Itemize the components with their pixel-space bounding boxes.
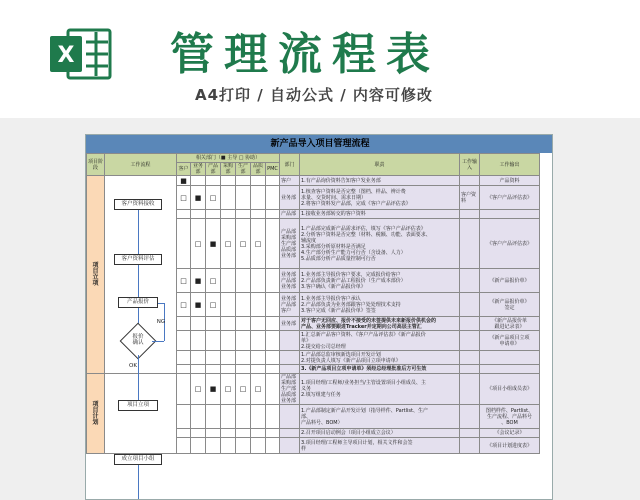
dept-cell — [280, 331, 300, 351]
role-mark-cell: □ — [236, 219, 251, 269]
role-mark-cell — [266, 365, 280, 374]
role-mark-cell — [236, 405, 251, 429]
role-mark-cell — [266, 176, 280, 186]
role-mark-cell: □ — [206, 186, 221, 210]
role-mark-cell — [191, 365, 206, 374]
role-mark-cell — [236, 317, 251, 331]
banner — [0, 0, 640, 120]
flow-ng-label: NG — [156, 319, 166, 325]
role-mark-cell — [177, 331, 191, 351]
role-mark-cell — [191, 429, 206, 438]
output-cell: 《项目小组成员表》 — [480, 374, 540, 405]
flow-decision-label: 报价 确认 — [132, 334, 144, 346]
input-cell — [460, 331, 480, 351]
role-mark-cell — [221, 176, 236, 186]
role-mark-cell — [206, 210, 221, 219]
role-mark-cell — [177, 365, 191, 374]
input-cell — [460, 176, 480, 186]
role-mark-cell — [191, 331, 206, 351]
duty-cell: 2.召开项目启动例会（项目小组成立会议） — [300, 429, 460, 438]
flow-step-initiate: 项目立项 — [118, 400, 158, 411]
flow-ok-label: OK — [129, 363, 137, 369]
role-mark-cell — [177, 438, 191, 454]
role-mark-cell — [206, 429, 221, 438]
role-mark-cell — [236, 210, 251, 219]
duty-cell: 1.产品部总监审核新选项目开发计划 2.对提负责人填写《新产品项目立项申请单》 — [300, 351, 460, 365]
role-mark-cell — [177, 210, 191, 219]
role-mark-cell — [206, 365, 221, 374]
role-mark-cell — [177, 317, 191, 331]
role-mark-cell: □ — [177, 186, 191, 210]
role-mark-cell — [266, 293, 280, 317]
role-mark-cell: □ — [221, 219, 236, 269]
role-mark-cell — [236, 438, 251, 454]
role-mark-cell: □ — [191, 219, 206, 269]
input-cell — [460, 438, 480, 454]
role-mark-cell — [206, 317, 221, 331]
role-mark-cell — [206, 176, 221, 186]
sheet-title: 新产品导入项目管理流程 — [86, 135, 553, 153]
role-mark-cell — [191, 405, 206, 429]
role-mark-cell — [266, 186, 280, 210]
input-cell — [460, 293, 480, 317]
role-mark-cell — [251, 438, 266, 454]
output-cell: 《客户产品评估表》 — [480, 219, 540, 269]
duty-cell: 3.《新产品项目立项申请单》须经总经理批准后方可生效 — [300, 365, 460, 374]
role-mark-cell: □ — [177, 269, 191, 293]
role-mark-cell: ■ — [206, 219, 221, 269]
role-mark-cell — [177, 351, 191, 365]
role-mark-cell — [177, 405, 191, 429]
role-mark-cell — [206, 351, 221, 365]
role-mark-cell: □ — [236, 374, 251, 405]
role-mark-cell — [221, 365, 236, 374]
output-cell — [480, 365, 540, 374]
flow-arrow — [138, 265, 139, 297]
page-subtitle: A4打印 / 自动公式 / 内容可修改 — [195, 86, 433, 104]
role-mark-cell — [221, 269, 236, 293]
role-mark-cell — [251, 317, 266, 331]
role-mark-cell — [177, 219, 191, 269]
input-cell — [460, 429, 480, 438]
role-mark-cell: □ — [191, 374, 206, 405]
role-mark-cell — [206, 438, 221, 454]
role-mark-cell: □ — [177, 293, 191, 317]
input-cell — [460, 219, 480, 269]
role-mark-cell — [266, 331, 280, 351]
duty-cell: 3.项目经理/工程师主导项目计划，相关文件和会签 样 — [300, 438, 460, 454]
dept-cell: 业务部 — [280, 186, 300, 210]
flow-step-evaluate: 客户资料评估 — [114, 254, 162, 265]
flow-arrow — [138, 465, 139, 500]
role-mark-cell — [236, 293, 251, 317]
flow-step-receive: 客户资料接收 — [114, 199, 162, 210]
header-sub: 品质部 — [251, 163, 266, 176]
role-mark-cell: ■ — [206, 374, 221, 405]
dept-cell: 产品部 采购部 生产部 品质部 业务部 — [280, 219, 300, 269]
header-output: 工作输出 — [480, 154, 540, 176]
dept-cell: 业务部 产品部 客户 — [280, 293, 300, 317]
output-cell: 《新产品报价单》 签定 — [480, 293, 540, 317]
role-mark-cell — [206, 405, 221, 429]
dept-cell — [280, 405, 300, 429]
output-cell: 《会议记录》 — [480, 429, 540, 438]
duty-cell: 1.业务部主导报价客户要求，完成报价给客户 2.产品部负责新产品工程报价（生产成本部价） 3.客户确认《新产品报价单》 — [300, 269, 460, 293]
role-mark-cell: □ — [251, 374, 266, 405]
role-mark-cell — [221, 429, 236, 438]
role-mark-cell — [177, 429, 191, 438]
role-mark-cell — [191, 317, 206, 331]
dept-cell: 业务部 — [280, 317, 300, 331]
stage-cell: 项 目 计 划 — [87, 374, 105, 454]
input-cell — [460, 405, 480, 429]
role-mark-cell — [177, 374, 191, 405]
role-mark-cell — [191, 438, 206, 454]
excel-logo-icon — [50, 28, 112, 80]
role-mark-cell — [251, 405, 266, 429]
output-cell: 《新产品报价单》 — [480, 269, 540, 293]
header-sub: 生产部 — [236, 163, 251, 176]
role-mark-cell: ■ — [191, 186, 206, 210]
output-cell: 《新产品报价单 跟进记录表》 — [480, 317, 540, 331]
dept-cell — [280, 429, 300, 438]
dept-cell — [280, 438, 300, 454]
stage-cell: 项 目 立 项 — [87, 176, 105, 374]
svg-text:X: X — [57, 43, 75, 68]
spreadsheet-preview — [85, 134, 553, 500]
role-mark-cell — [221, 293, 236, 317]
role-mark-cell: ■ — [191, 269, 206, 293]
role-mark-cell — [251, 351, 266, 365]
role-mark-cell — [221, 438, 236, 454]
role-mark-cell — [266, 269, 280, 293]
role-mark-cell: ■ — [177, 176, 191, 186]
header-input: 工作输入 — [460, 154, 480, 176]
output-cell: 图档样件、Partlist、 生产流程、产品料号 、BOM — [480, 405, 540, 429]
header-related: 相关部门（■ 主导 □ 协助） — [177, 154, 280, 163]
dept-cell: 产品部 采购部 生产部 品质部 业务部 — [280, 374, 300, 405]
input-cell — [460, 210, 480, 219]
role-mark-cell — [236, 186, 251, 210]
role-mark-cell — [251, 293, 266, 317]
duty-cell: 对于客户无回应、报价不接受的未签提供未来新报价供机会的 产品、业务部要跟进Tracker并定期向公司高层主管汇 — [300, 317, 460, 331]
role-mark-cell: □ — [221, 374, 236, 405]
role-mark-cell — [191, 176, 206, 186]
header-flow: 工作流程 — [105, 154, 177, 176]
flow-arrow — [158, 303, 164, 304]
role-mark-cell — [266, 219, 280, 269]
role-mark-cell — [236, 176, 251, 186]
duty-cell: 1.项目经理/工程师/业务担当/主管设置项目小组成员、主 义务 2.填写组建与任务 — [300, 374, 460, 405]
role-mark-cell — [191, 210, 206, 219]
role-mark-cell — [236, 351, 251, 365]
flow-arrow — [138, 210, 139, 254]
duty-cell: 1.汇总新产品客户资料、《客户产品评估表》《新产品报价 单》 2.提交给公司总经理 — [300, 331, 460, 351]
output-cell — [480, 210, 540, 219]
flowchart — [104, 177, 176, 500]
input-cell — [460, 365, 480, 374]
role-mark-cell — [251, 269, 266, 293]
duty-cell: 1.接收业务部转交的客户资料 — [300, 210, 460, 219]
header-sub: 客户 — [177, 163, 191, 176]
role-mark-cell — [266, 438, 280, 454]
role-mark-cell — [266, 317, 280, 331]
header-dept: 部门 — [280, 154, 300, 176]
role-mark-cell: □ — [206, 269, 221, 293]
duty-cell: 1.产品部制定新产品开发计划（指导样件、Partlist、生产 部、 产品料号、BOM） — [300, 405, 460, 429]
input-cell — [460, 374, 480, 405]
role-mark-cell: □ — [206, 293, 221, 317]
role-mark-cell — [251, 365, 266, 374]
header-sub: 采购部 — [221, 163, 236, 176]
page-title: 管理流程表 — [170, 29, 440, 80]
flow-step-quote: 产品报价 — [118, 297, 158, 308]
role-mark-cell — [221, 351, 236, 365]
input-cell — [460, 269, 480, 293]
duty-cell: 1.核查客户资料是否完整（图档、样品、辨计费 求量、交货时间、需求日期） 2.将客户资料发产品部，完成《客户产品评估表》 — [300, 186, 460, 210]
role-mark-cell — [191, 351, 206, 365]
role-mark-cell — [221, 331, 236, 351]
role-mark-cell — [236, 269, 251, 293]
output-cell: 《项目计划进度表》 — [480, 438, 540, 454]
output-cell: 《客户产品评估表》 — [480, 186, 540, 210]
dept-cell: 产品部 — [280, 210, 300, 219]
output-cell: 产品资料 — [480, 176, 540, 186]
duty-cell: 1.有产品询价资料告知客户发业务部 — [300, 176, 460, 186]
role-mark-cell — [206, 331, 221, 351]
role-mark-cell — [251, 331, 266, 351]
role-mark-cell — [221, 317, 236, 331]
header-sub: PMC — [266, 163, 280, 176]
role-mark-cell — [221, 186, 236, 210]
role-mark-cell — [221, 405, 236, 429]
role-mark-cell — [266, 351, 280, 365]
dept-cell — [280, 365, 300, 374]
role-mark-cell — [266, 374, 280, 405]
dept-cell: 客户 — [280, 176, 300, 186]
dept-cell — [280, 351, 300, 365]
role-mark-cell — [251, 186, 266, 210]
flow-arrow — [138, 355, 139, 400]
input-cell: 客户资料 — [460, 186, 480, 210]
role-mark-cell: □ — [251, 219, 266, 269]
role-mark-cell — [251, 210, 266, 219]
dept-cell: 业务部 产品部 业务部 — [280, 269, 300, 293]
role-mark-cell — [236, 331, 251, 351]
flow-arrow — [152, 341, 164, 342]
header-sub: 产品部 — [206, 163, 221, 176]
input-cell — [460, 351, 480, 365]
role-mark-cell — [236, 365, 251, 374]
role-mark-cell — [266, 210, 280, 219]
duty-cell: 1.业务部主导报价客户承认 2.产品部负责为业务部跟客户处处理技术支持 3.客户完成《新产品报价单》签签 — [300, 293, 460, 317]
header-duty: 职责 — [300, 154, 460, 176]
role-mark-cell — [266, 429, 280, 438]
output-cell — [480, 351, 540, 365]
input-cell — [460, 317, 480, 331]
role-mark-cell: ■ — [191, 293, 206, 317]
role-mark-cell — [251, 176, 266, 186]
duty-cell: 1.产品部完成新产品需求评估，填写《客户产品评估表》 2.分析客户资料是否完整（材料、税额、功能、表面要求、 辅流度 3.采购部分析原材料是否满足 4.生产部分析生产能力可行否（含设备、人力） 5.品质部分析产品质量控制可行否 — [300, 219, 460, 269]
header-stage: 项目阶段 — [87, 154, 105, 176]
role-mark-cell — [266, 405, 280, 429]
header-sub: 业务部 — [191, 163, 206, 176]
role-mark-cell — [236, 429, 251, 438]
flow-step-team: 成立项目小组 — [114, 454, 162, 465]
output-cell: 《新产品项目立项 申请单》 — [480, 331, 540, 351]
role-mark-cell — [221, 210, 236, 219]
role-mark-cell — [251, 429, 266, 438]
